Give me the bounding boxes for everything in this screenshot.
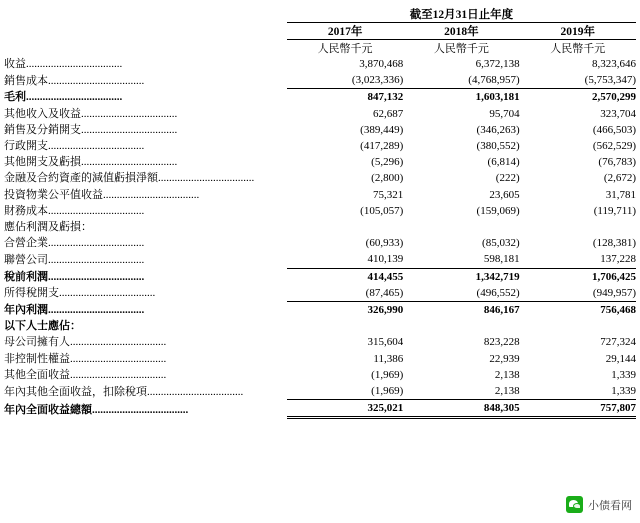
table-row: [4, 302, 636, 319]
row-value-2: 2,138: [494, 368, 520, 381]
row-value-3: 1,339: [611, 385, 636, 398]
row-value-3: 8,323,646: [592, 58, 636, 70]
row-value-3: (5,753,347): [584, 74, 636, 87]
row-value-1: (105,057): [360, 204, 404, 217]
row-value-1: (1,969): [371, 368, 404, 381]
row-value-2: (85,032): [482, 237, 520, 250]
leader-dots: ...................................: [26, 58, 123, 70]
table-row: [4, 383, 636, 400]
row-value-2: (6,814): [487, 156, 520, 169]
row-value-3: 31,781: [605, 188, 636, 201]
row-value-1: (3,023,336): [351, 74, 404, 87]
row-label: 其他全面收益...................................: [4, 368, 167, 381]
row-value-1: 410,139: [367, 253, 404, 266]
row-value-2: (222): [495, 172, 520, 185]
row-label: 所得稅開支...................................: [4, 287, 156, 300]
row-value-2: (346,263): [476, 123, 520, 136]
leader-dots: ...................................: [48, 140, 145, 153]
row-value-1: 3,870,468: [359, 58, 404, 70]
table-row: [4, 89, 636, 106]
row-value-3: (949,957): [592, 286, 636, 299]
table-row: [4, 106, 636, 122]
table-row: [4, 122, 636, 138]
table-row: [4, 72, 636, 89]
column-unit-1: 人民幣千元: [317, 43, 373, 55]
row-label: 以下人士應佔：: [4, 320, 81, 333]
leader-dots: ...................................: [48, 237, 145, 250]
row-label: 非控制性權益...................................: [4, 352, 167, 365]
table-row: [4, 400, 636, 418]
leader-dots: ...................................: [81, 107, 178, 120]
table-row: [4, 138, 636, 154]
row-value-3: [520, 318, 636, 334]
row-label: 銷售及分銷開支...................................: [4, 123, 178, 136]
row-value-2: 95,704: [489, 107, 520, 120]
row-value-3: 1,339: [611, 368, 636, 381]
header-spacer: [4, 6, 287, 23]
leader-dots: ...................................: [48, 304, 145, 317]
table-row: [4, 318, 636, 334]
row-value-1: (389,449): [360, 123, 404, 136]
row-value-3: (562,529): [592, 140, 636, 153]
table-row: [4, 367, 636, 383]
column-header-year-2: 2018年: [403, 23, 519, 40]
row-value-2: 1,603,181: [403, 89, 519, 106]
row-value-3: 1,706,425: [520, 268, 636, 285]
header-unit-row: [4, 40, 636, 57]
row-value-1: 414,455: [287, 268, 403, 285]
row-value-2: (380,552): [476, 140, 520, 153]
row-label: 行政開支...................................: [4, 140, 145, 153]
table-row: [4, 56, 636, 72]
table-body: [4, 56, 636, 418]
row-value-1: [287, 318, 403, 334]
row-value-1: 325,021: [287, 400, 403, 418]
leader-dots: ...................................: [92, 403, 189, 416]
row-value-3: 29,144: [605, 352, 636, 365]
table-row: [4, 251, 636, 268]
row-label: 其他開支及虧損...................................: [4, 156, 178, 169]
leader-dots: ...................................: [70, 368, 167, 381]
row-value-1: (87,465): [365, 286, 404, 299]
leader-dots: ...................................: [48, 204, 145, 217]
leader-dots: ...................................: [48, 74, 145, 87]
row-value-3: 323,704: [600, 107, 636, 120]
period-title: 截至12月31日止年度: [287, 6, 636, 23]
row-value-2: (496,552): [476, 286, 520, 299]
column-header-year-1: 2017年: [287, 23, 403, 40]
row-value-1: (60,933): [365, 237, 404, 250]
row-label: 收益...................................: [4, 58, 123, 70]
leader-dots: ...................................: [81, 156, 178, 169]
row-label: 母公司擁有人...................................: [4, 336, 167, 349]
leader-dots: ...................................: [59, 287, 156, 300]
table-row: [4, 187, 636, 203]
row-value-2: 2,138: [494, 385, 520, 398]
row-value-1: (1,969): [371, 385, 404, 398]
row-value-2: 846,167: [403, 302, 519, 319]
row-value-2: 6,372,138: [475, 58, 520, 70]
leader-dots: ...................................: [81, 123, 178, 136]
leader-dots: ...................................: [70, 352, 167, 365]
row-value-2: [403, 318, 519, 334]
row-label: 年內其他全面收益，扣除稅項...................................: [4, 385, 244, 398]
leader-dots: ...................................: [147, 385, 244, 398]
row-value-3: 137,228: [600, 253, 636, 266]
header-period-row: [4, 6, 636, 23]
row-value-3: (466,503): [592, 123, 636, 136]
row-label: 金融及合約資產的減值虧損淨額...................................: [4, 172, 255, 185]
table-row: [4, 351, 636, 367]
table-header: [4, 6, 636, 56]
row-value-2: 848,305: [403, 400, 519, 418]
wechat-logo-icon: [566, 496, 583, 513]
row-label: 投資物業公平值收益...................................: [4, 188, 200, 201]
row-value-2: 1,342,719: [403, 268, 519, 285]
row-value-1: 11,386: [373, 352, 404, 365]
row-value-2: (4,768,957): [468, 74, 520, 87]
row-value-2: 823,228: [483, 336, 520, 349]
row-value-1: 75,321: [373, 188, 404, 201]
income-statement-table: [4, 6, 636, 419]
row-value-3: 727,324: [600, 336, 636, 349]
watermark-label: 小债看网: [588, 499, 632, 512]
row-value-1: (5,296): [371, 156, 404, 169]
column-header-year-3: 2019年: [520, 23, 636, 40]
table-row: [4, 268, 636, 285]
row-value-1: [287, 219, 403, 235]
row-value-2: [403, 219, 519, 235]
row-label: 銷售成本...................................: [4, 74, 145, 87]
financial-statement-page: [0, 6, 640, 523]
row-value-1: 326,990: [287, 302, 403, 319]
row-value-3: (119,711): [593, 204, 636, 217]
row-value-3: 757,807: [520, 400, 636, 418]
row-value-1: 62,687: [373, 107, 404, 120]
header-spacer-2: [4, 23, 287, 40]
column-unit-2: 人民幣千元: [433, 43, 489, 55]
header-spacer-3: [4, 40, 287, 57]
row-label: 毛利...................................: [4, 91, 123, 104]
row-label: 其他收入及收益...................................: [4, 107, 178, 120]
row-label: 聯營公司...................................: [4, 253, 145, 266]
row-value-2: 598,181: [483, 253, 520, 266]
watermark: [566, 496, 632, 513]
row-value-3: (128,381): [592, 237, 636, 250]
row-value-3: 756,468: [520, 302, 636, 319]
leader-dots: ...................................: [26, 91, 123, 104]
leader-dots: ...................................: [103, 188, 200, 201]
header-year-row: [4, 23, 636, 40]
row-label: 年內全面收益總額...................................: [4, 403, 189, 416]
row-label: 稅前利潤...................................: [4, 270, 145, 283]
leader-dots: ...................................: [70, 336, 167, 349]
leader-dots: ...................................: [48, 270, 145, 283]
leader-dots: ...................................: [48, 253, 145, 266]
row-value-3: (2,672): [603, 172, 636, 185]
row-label: 應佔利潤及虧損：: [4, 221, 92, 234]
row-value-2: 22,939: [489, 352, 520, 365]
table-row: [4, 154, 636, 170]
column-unit-3: 人民幣千元: [550, 43, 606, 55]
row-value-3: (76,783): [598, 156, 636, 169]
row-value-1: 315,604: [367, 336, 404, 349]
row-value-3: [520, 219, 636, 235]
table-row: [4, 285, 636, 302]
row-value-1: (2,800): [371, 172, 404, 185]
row-label: 財務成本...................................: [4, 204, 145, 217]
row-label: 年內利潤...................................: [4, 304, 145, 317]
row-label: 合營企業...................................: [4, 237, 145, 250]
table-row: [4, 170, 636, 186]
table-row: [4, 235, 636, 251]
table-row: [4, 334, 636, 350]
table-row: [4, 203, 636, 219]
leader-dots: ...................................: [158, 172, 255, 185]
row-value-2: 23,605: [489, 188, 520, 201]
table-row: [4, 219, 636, 235]
row-value-3: 2,570,299: [520, 89, 636, 106]
row-value-1: (417,289): [360, 140, 404, 153]
row-value-2: (159,069): [476, 204, 520, 217]
row-value-1: 847,132: [287, 89, 403, 106]
